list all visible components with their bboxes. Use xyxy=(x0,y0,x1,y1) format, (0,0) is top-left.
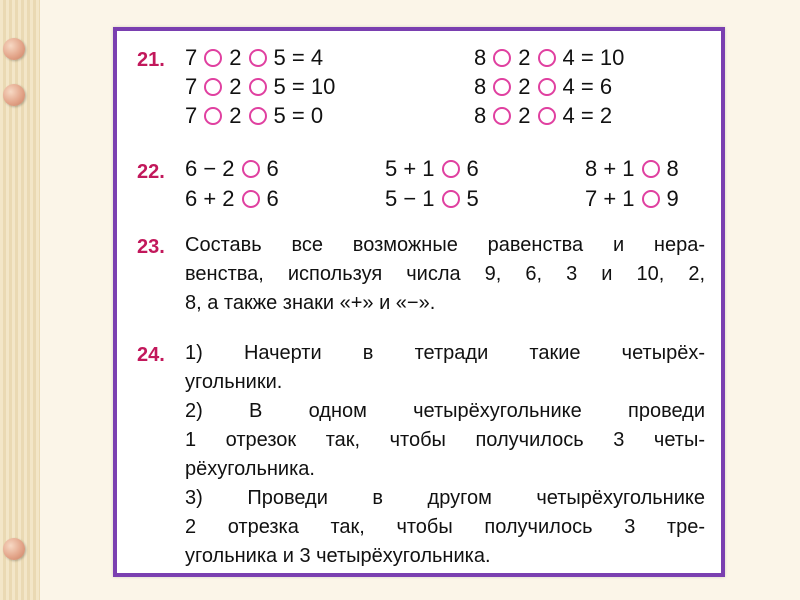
operand: 6 xyxy=(266,186,279,211)
bead-decoration xyxy=(3,84,25,106)
operand: 7 xyxy=(185,45,198,70)
exercise-frame xyxy=(113,27,725,577)
ex21-right-row-2 xyxy=(474,74,612,100)
ex23-text-line: Составь все возможные равенства и нера- xyxy=(185,234,705,256)
ex22-c3-row-1 xyxy=(585,156,679,182)
ex24-text-line: 1) Начерти в тетради такие четырёх- xyxy=(185,342,705,364)
operand: 7 xyxy=(185,103,198,128)
expression: 6 − 2 xyxy=(185,156,235,181)
blank-circle[interactable] xyxy=(204,107,222,125)
operand: 2 xyxy=(229,103,242,128)
operand: 6 xyxy=(266,156,279,181)
operand: 8 xyxy=(474,103,487,128)
operand: 2 xyxy=(518,103,531,128)
blank-circle[interactable] xyxy=(242,160,260,178)
ex22-c1-row-1 xyxy=(185,156,279,182)
blank-circle[interactable] xyxy=(242,190,260,208)
operand: 5 xyxy=(466,186,479,211)
exercise-24-number: 24. xyxy=(137,344,165,366)
result: = 0 xyxy=(291,103,324,128)
operand: 8 xyxy=(474,45,487,70)
exercise-21-number: 21. xyxy=(137,49,165,71)
operand: 9 xyxy=(666,186,679,211)
result: = 10 xyxy=(291,74,336,99)
exercise-22-number: 22. xyxy=(137,161,165,183)
ex24-text-line: угольника и 3 четырёхугольника. xyxy=(185,545,491,567)
blank-circle[interactable] xyxy=(249,107,267,125)
blank-circle[interactable] xyxy=(642,160,660,178)
operand: 8 xyxy=(666,156,679,181)
expression: 5 + 1 xyxy=(385,156,435,181)
ex23-text-line: венства, используя числа 9, 6, 3 и 10, 2, xyxy=(185,263,705,285)
result: = 6 xyxy=(580,74,613,99)
ex21-right-row-3 xyxy=(474,103,612,129)
expression: 8 + 1 xyxy=(585,156,635,181)
operand: 2 xyxy=(229,74,242,99)
ex24-text-line: угольники. xyxy=(185,371,283,393)
ex21-right-row-1 xyxy=(474,45,624,71)
operand: 4 xyxy=(562,74,575,99)
operand: 8 xyxy=(474,74,487,99)
exercise-23-number: 23. xyxy=(137,236,165,258)
result: = 10 xyxy=(580,45,625,70)
blank-circle[interactable] xyxy=(442,160,460,178)
result: = 2 xyxy=(580,103,613,128)
operand: 2 xyxy=(518,45,531,70)
ex24-text-line: рёхугольника. xyxy=(185,458,315,480)
blank-circle[interactable] xyxy=(642,190,660,208)
ex22-c3-row-2 xyxy=(585,186,679,212)
blank-circle[interactable] xyxy=(493,78,511,96)
blank-circle[interactable] xyxy=(493,49,511,67)
ex24-text-line: 2) В одном четырёхугольнике проведи xyxy=(185,400,705,422)
ex22-c2-row-2 xyxy=(385,186,479,212)
ex21-left-row-1 xyxy=(185,45,323,71)
operand: 4 xyxy=(562,103,575,128)
operand: 2 xyxy=(518,74,531,99)
blank-circle[interactable] xyxy=(204,78,222,96)
operand: 4 xyxy=(562,45,575,70)
ex21-left-row-3 xyxy=(185,103,323,129)
ex24-text-line: 3) Проведи в другом четырёхугольнике xyxy=(185,487,705,509)
operand: 7 xyxy=(185,74,198,99)
ex23-text-line: 8, а также знаки «+» и «−». xyxy=(185,292,436,314)
operand: 5 xyxy=(273,74,286,99)
blank-circle[interactable] xyxy=(538,107,556,125)
ex24-text-line: 2 отрезка так, чтобы получилось 3 тре- xyxy=(185,516,705,538)
expression: 6 + 2 xyxy=(185,186,235,211)
blank-circle[interactable] xyxy=(538,78,556,96)
blank-circle[interactable] xyxy=(493,107,511,125)
blank-circle[interactable] xyxy=(249,49,267,67)
ex22-c1-row-2 xyxy=(185,186,279,212)
blank-circle[interactable] xyxy=(538,49,556,67)
operand: 6 xyxy=(466,156,479,181)
ex24-text-line: 1 отрезок так, чтобы получилось 3 четы- xyxy=(185,429,705,451)
blank-circle[interactable] xyxy=(442,190,460,208)
expression: 7 + 1 xyxy=(585,186,635,211)
result: = 4 xyxy=(291,45,324,70)
bead-decoration xyxy=(3,38,25,60)
operand: 2 xyxy=(229,45,242,70)
expression: 5 − 1 xyxy=(385,186,435,211)
blank-circle[interactable] xyxy=(249,78,267,96)
decorative-side-strip xyxy=(0,0,40,600)
operand: 5 xyxy=(273,45,286,70)
ex22-c2-row-1 xyxy=(385,156,479,182)
operand: 5 xyxy=(273,103,286,128)
blank-circle[interactable] xyxy=(204,49,222,67)
ex21-left-row-2 xyxy=(185,74,335,100)
bead-decoration xyxy=(3,538,25,560)
